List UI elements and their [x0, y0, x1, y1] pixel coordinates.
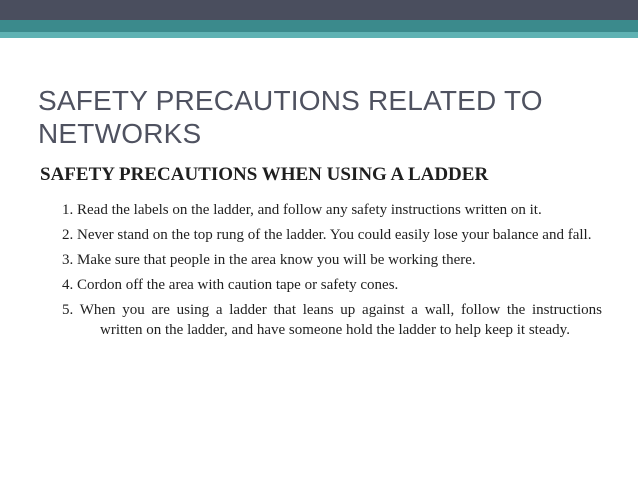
slide-subtitle: SAFETY PRECAUTIONS WHEN USING A LADDER — [40, 164, 489, 185]
slide-title: SAFETY PRECAUTIONS RELATED TO NETWORKS — [38, 85, 543, 149]
header-band-teal — [0, 20, 638, 32]
header-band-dark — [0, 0, 638, 20]
list-item: 3. Make sure that people in the area know you will be working there. — [62, 252, 476, 268]
list-item: 2. Never stand on the top rung of the ladder. You could easily lose your balance and fall. — [62, 227, 592, 243]
list-item: 5. When you are using a ladder that leans up against a wall, follow the instructions written on the ladder, and have someone hold the ladder to help keep it steady. — [62, 302, 602, 338]
safety-steps-list — [60, 200, 602, 345]
header-band-accent — [0, 32, 638, 38]
list-item: 1. Read the labels on the ladder, and follow any safety instructions written on it. — [62, 202, 542, 218]
list-item: 4. Cordon off the area with caution tape or safety cones. — [62, 277, 399, 293]
